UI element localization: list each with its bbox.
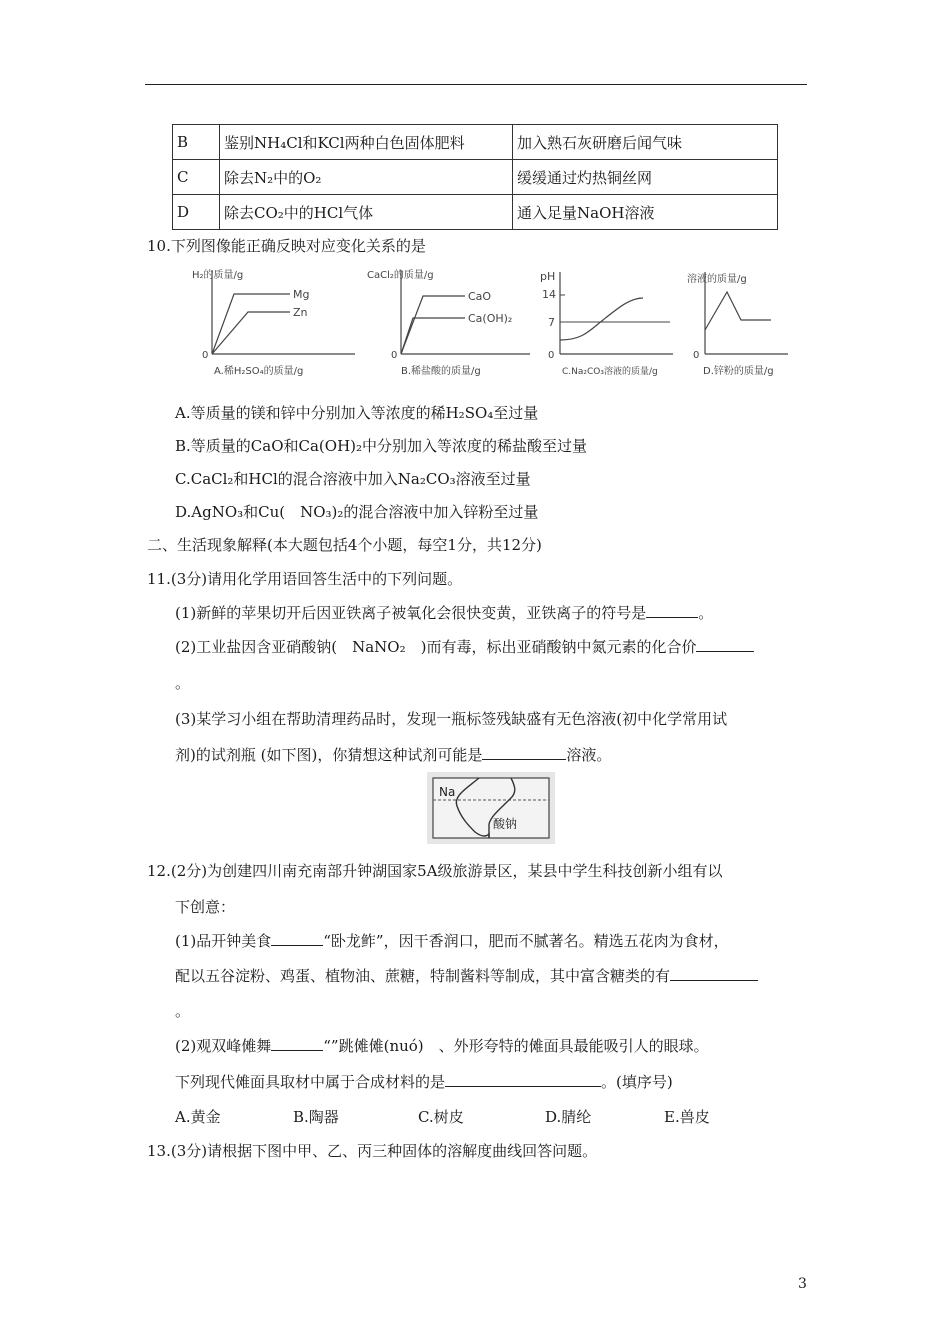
q11-part-1-text: (1)新鲜的苹果切开后因亚铁离子被氧化会很快变黄，亚铁离子的符号是 bbox=[175, 604, 647, 622]
q12-answer-blank-1[interactable] bbox=[271, 931, 323, 946]
q12-part-1a-text-1: (1)品开钟美食 bbox=[175, 932, 272, 950]
q13-stem: 13.(3分)请根据下图中甲、乙、丙三种固体的溶解度曲线回答问题。 bbox=[147, 1142, 598, 1160]
q11-part-2-end: 。 bbox=[175, 674, 191, 692]
label-text-suanna: 酸钠 bbox=[493, 817, 518, 831]
graph-a bbox=[190, 268, 360, 387]
q12-part-1b bbox=[175, 965, 758, 986]
q12-part-1a-text-2: “卧龙鲊”，因干香润口，肥而不腻著名。精选五花肉为食材， bbox=[323, 932, 729, 950]
graph-b-xlabel: B.稀盐酸的质量/g bbox=[401, 366, 481, 377]
graph-c-tick-14: 14 bbox=[542, 288, 556, 301]
q12-part-1a bbox=[175, 930, 729, 951]
q12-stem-b: 下创意： bbox=[175, 898, 236, 916]
q11-part-3b-end: 溶液。 bbox=[566, 746, 612, 764]
graph-b bbox=[365, 268, 535, 387]
graph-c-tick-7: 7 bbox=[548, 316, 555, 329]
table-cell-purpose: 除去N₂中的O₂ bbox=[220, 160, 513, 195]
q10-option-d: D.AgNO₃和Cu( NO₃)₂的混合溶液中加入锌粉至过量 bbox=[175, 503, 539, 521]
q11-part-3a: (3)某学习小组在帮助清理药品时，发现一瓶标签残缺盛有无色溶液(初中化学常用试 bbox=[175, 710, 728, 728]
graph-a-series-mg: Mg bbox=[293, 288, 310, 301]
q12-choice-c: C.树皮 bbox=[418, 1108, 464, 1126]
table-cell-method: 通入足量NaOH溶液 bbox=[513, 195, 778, 230]
graph-c-ylabel: pH bbox=[540, 270, 556, 283]
q10-option-c: C.CaCl₂和HCl的混合溶液中加入Na₂CO₃溶液至过量 bbox=[175, 470, 531, 488]
q12-part-2b-text: 下列现代傩面具取材中属于合成材料的是 bbox=[175, 1073, 446, 1091]
q12-part-2b-end: 。(填序号) bbox=[601, 1073, 673, 1091]
table-cell-option: B bbox=[173, 125, 220, 160]
table-row bbox=[173, 195, 778, 230]
q12-choice-a: A.黄金 bbox=[175, 1108, 221, 1126]
table-cell-method: 缓缓通过灼热铜丝网 bbox=[513, 160, 778, 195]
q11-part-3b-text: 剂)的试剂瓶 (如下图)，你猜想这种试剂可能是 bbox=[175, 746, 483, 764]
options-table bbox=[172, 124, 778, 230]
q12-part-2a-text-2: “”跳傩傩(nuó) 、外形夸特的傩面具最能吸引人的眼球。 bbox=[323, 1037, 709, 1055]
section-2-heading: 二、生活现象解释(本大题包括4个小题，每空1分，共12分) bbox=[147, 536, 542, 554]
graph-a-ylabel: H₂的质量/g bbox=[192, 270, 244, 281]
graph-b-series-caoh2: Ca(OH)₂ bbox=[468, 312, 513, 325]
q10-option-a: A.等质量的镁和锌中分别加入等浓度的稀H₂SO₄至过量 bbox=[175, 404, 539, 422]
q11-part-1 bbox=[175, 602, 713, 623]
graph-a-xlabel: A.稀H₂SO₄的质量/g bbox=[214, 366, 304, 377]
graph-b-origin: 0 bbox=[391, 350, 398, 361]
graph-c bbox=[538, 268, 678, 387]
graph-a-origin: 0 bbox=[202, 350, 209, 361]
graph-c-origin: 0 bbox=[548, 350, 555, 361]
graph-d-xlabel: D.锌粉的质量/g bbox=[703, 366, 774, 377]
q11-answer-blank-3[interactable] bbox=[482, 745, 566, 760]
table-cell-option: D bbox=[173, 195, 220, 230]
q12-stem-a: 12.(2分)为创建四川南充南部升钟湖国家5A级旅游景区，某县中学生科技创新小组有以 bbox=[147, 862, 723, 880]
q12-choice-d: D.腈纶 bbox=[545, 1108, 592, 1126]
q10-stem: 10.下列图像能正确反映对应变化关系的是 bbox=[147, 237, 426, 255]
q11-part-3b bbox=[175, 744, 611, 765]
graph-d-origin: 0 bbox=[693, 350, 700, 361]
header-rule bbox=[145, 84, 807, 85]
q11-stem: 11.(3分)请用化学用语回答生活中的下列问题。 bbox=[147, 570, 463, 588]
table-cell-purpose: 除去CO₂中的HCl气体 bbox=[220, 195, 513, 230]
graph-d bbox=[683, 268, 793, 387]
q12-answer-blank-4[interactable] bbox=[445, 1072, 601, 1087]
q11-part-2-text: (2)工业盐因含亚硝酸钠( NaNO₂ )而有毒，标出亚硝酸钠中氮元素的化合价 bbox=[175, 638, 697, 656]
q12-answer-blank-2[interactable] bbox=[670, 966, 758, 981]
graph-b-ylabel: CaCl₂的质量/g bbox=[367, 270, 434, 281]
q10-option-b: B.等质量的CaO和Ca(OH)₂中分别加入等浓度的稀盐酸至过量 bbox=[175, 437, 588, 455]
q12-part-2b bbox=[175, 1071, 673, 1092]
table-cell-option: C bbox=[173, 160, 220, 195]
table-row bbox=[173, 160, 778, 195]
reagent-label-image bbox=[427, 772, 555, 848]
graph-c-xlabel: C.Na₂CO₃溶液的质量/g bbox=[562, 367, 658, 377]
table-cell-method: 加入熟石灰研磨后闻气味 bbox=[513, 125, 778, 160]
q12-part-2a-text-1: (2)观双峰傩舞 bbox=[175, 1037, 272, 1055]
page-number: 3 bbox=[798, 1276, 807, 1292]
label-text-na: Na bbox=[439, 785, 456, 799]
q11-part-1-end: 。 bbox=[698, 604, 714, 622]
q12-choice-e: E.兽皮 bbox=[664, 1108, 710, 1126]
q11-answer-blank-2[interactable] bbox=[696, 637, 754, 652]
graph-b-series-cao: CaO bbox=[468, 290, 492, 303]
q12-answer-blank-3[interactable] bbox=[271, 1036, 323, 1051]
q12-choice-b: B.陶器 bbox=[293, 1108, 339, 1126]
graph-d-ylabel: 溶液的质量/g bbox=[687, 274, 747, 285]
table-cell-purpose: 鉴别NH₄Cl和KCl两种白色固体肥料 bbox=[220, 125, 513, 160]
q11-part-2 bbox=[175, 636, 754, 657]
q12-part-1-end: 。 bbox=[175, 1002, 191, 1020]
table-row bbox=[173, 125, 778, 160]
q12-part-2a bbox=[175, 1035, 709, 1056]
q11-answer-blank-1[interactable] bbox=[646, 603, 698, 618]
q12-part-1b-text: 配以五谷淀粉、鸡蛋、植物油、蔗糖，特制酱料等制成，其中富含糖类的有 bbox=[175, 967, 671, 985]
graph-a-series-zn: Zn bbox=[293, 306, 308, 319]
